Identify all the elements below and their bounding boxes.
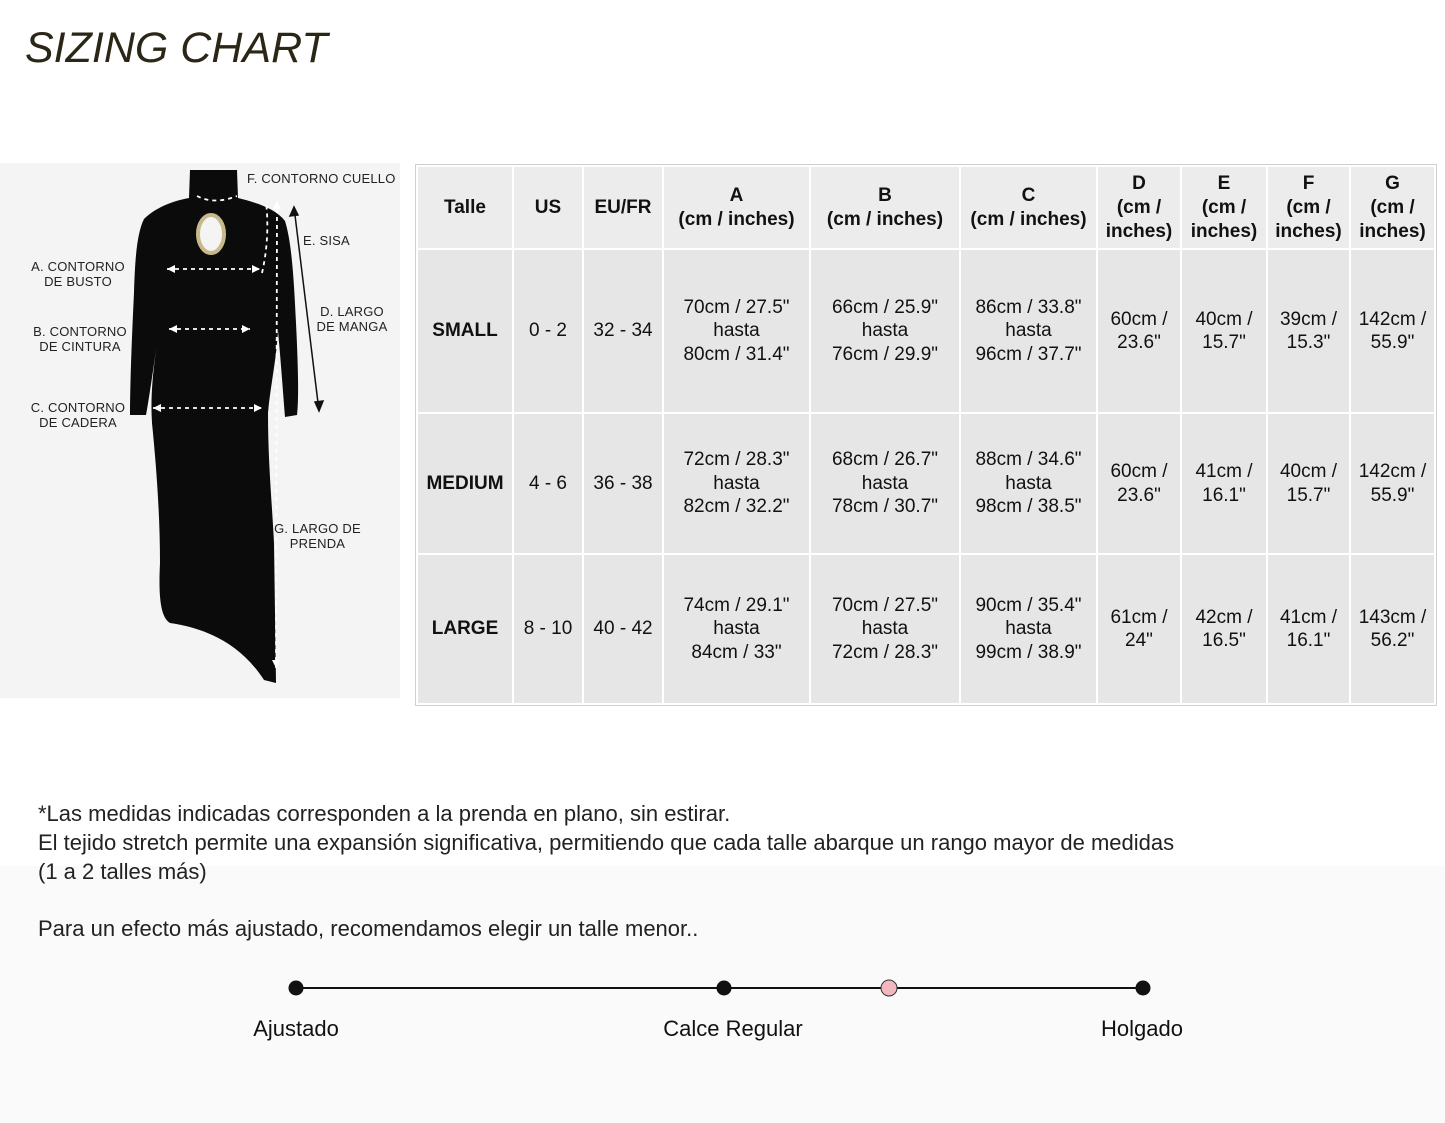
fit-label-holgado: Holgado	[1101, 1016, 1183, 1041]
cell-c: 90cm / 35.4" hasta 99cm / 38.9"	[960, 554, 1097, 704]
table-header-row	[417, 166, 1435, 249]
cell-b: 70cm / 27.5" hasta 72cm / 28.3"	[810, 554, 960, 704]
note-stretch: El tejido stretch permite una expansión significativa, permitiendo que cada talle abarque un rango mayor de medidas	[38, 830, 1175, 855]
cell-f: 39cm / 15.3"	[1267, 249, 1350, 413]
cell-c: 88cm / 34.6" hasta 98cm / 38.5"	[960, 413, 1097, 554]
label-d-largo-manga: D. LARGO DE MANGA	[316, 304, 388, 334]
cell-e: 41cm / 16.1"	[1181, 413, 1267, 554]
cell-eufr: 40 - 42	[583, 554, 663, 704]
cell-a: 74cm / 29.1" hasta 84cm / 33"	[663, 554, 810, 704]
cell-g: 142cm / 55.9"	[1350, 249, 1435, 413]
fit-selected-marker	[880, 980, 897, 997]
header-talle: Talle	[417, 166, 513, 249]
cell-g: 142cm / 55.9"	[1350, 413, 1435, 554]
header-a: A (cm / inches)	[663, 166, 810, 249]
note-recommendation: Para un efecto más ajustado, recomendamos elegir un talle menor..	[38, 916, 699, 941]
cell-size: LARGE	[417, 554, 513, 704]
cell-a: 70cm / 27.5" hasta 80cm / 31.4"	[663, 249, 810, 413]
fit-label-ajustado: Ajustado	[253, 1016, 339, 1041]
cell-f: 40cm / 15.7"	[1267, 413, 1350, 554]
table-row	[417, 249, 1435, 413]
cell-size: SMALL	[417, 249, 513, 413]
keyhole-cutout	[198, 215, 224, 253]
fit-dot-holgado	[1136, 981, 1151, 996]
label-f-contorno-cuello: F. CONTORNO CUELLO	[247, 171, 396, 186]
cell-f: 41cm / 16.1"	[1267, 554, 1350, 704]
header-e: E (cm / inches)	[1181, 166, 1267, 249]
page-title: SIZING CHART	[25, 24, 328, 72]
cell-d: 60cm / 23.6"	[1097, 249, 1181, 413]
label-e-sisa: E. SISA	[303, 233, 350, 248]
label-c-contorno-cadera: C. CONTORNO DE CADERA	[30, 400, 126, 430]
fit-dot-regular	[717, 981, 732, 996]
table-row	[417, 413, 1435, 554]
header-us: US	[513, 166, 583, 249]
garment-diagram	[0, 163, 400, 698]
cell-a: 72cm / 28.3" hasta 82cm / 32.2"	[663, 413, 810, 554]
cell-eufr: 36 - 38	[583, 413, 663, 554]
cell-size: MEDIUM	[417, 413, 513, 554]
note-range: (1 a 2 talles más)	[38, 859, 207, 884]
cell-us: 8 - 10	[513, 554, 583, 704]
fit-dot-ajustado	[289, 981, 304, 996]
sizing-notes	[38, 799, 1338, 943]
cell-b: 66cm / 25.9" hasta 76cm / 29.9"	[810, 249, 960, 413]
cell-d: 60cm / 23.6"	[1097, 413, 1181, 554]
label-g-largo-prenda: G. LARGO DE PRENDA	[274, 521, 361, 551]
header-b: B (cm / inches)	[810, 166, 960, 249]
header-g: G (cm / inches)	[1350, 166, 1435, 249]
cell-d: 61cm / 24"	[1097, 554, 1181, 704]
label-b-contorno-cintura: B. CONTORNO DE CINTURA	[33, 324, 127, 354]
header-f: F (cm / inches)	[1267, 166, 1350, 249]
cell-us: 0 - 2	[513, 249, 583, 413]
header-d: D (cm / inches)	[1097, 166, 1181, 249]
cell-e: 40cm / 15.7"	[1181, 249, 1267, 413]
size-table	[416, 165, 1436, 705]
note-flat-measure: *Las medidas indicadas corresponden a la prenda en plano, sin estirar.	[38, 801, 731, 826]
fit-label-regular: Calce Regular	[663, 1016, 803, 1041]
cell-e: 42cm / 16.5"	[1181, 554, 1267, 704]
header-eufr: EU/FR	[583, 166, 663, 249]
cell-c: 86cm / 33.8" hasta 96cm / 37.7"	[960, 249, 1097, 413]
table-row	[417, 554, 1435, 704]
cell-g: 143cm / 56.2"	[1350, 554, 1435, 704]
cell-us: 4 - 6	[513, 413, 583, 554]
header-c: C (cm / inches)	[960, 166, 1097, 249]
cell-eufr: 32 - 34	[583, 249, 663, 413]
cell-b: 68cm / 26.7" hasta 78cm / 30.7"	[810, 413, 960, 554]
label-a-contorno-busto: A. CONTORNO DE BUSTO	[31, 259, 125, 289]
